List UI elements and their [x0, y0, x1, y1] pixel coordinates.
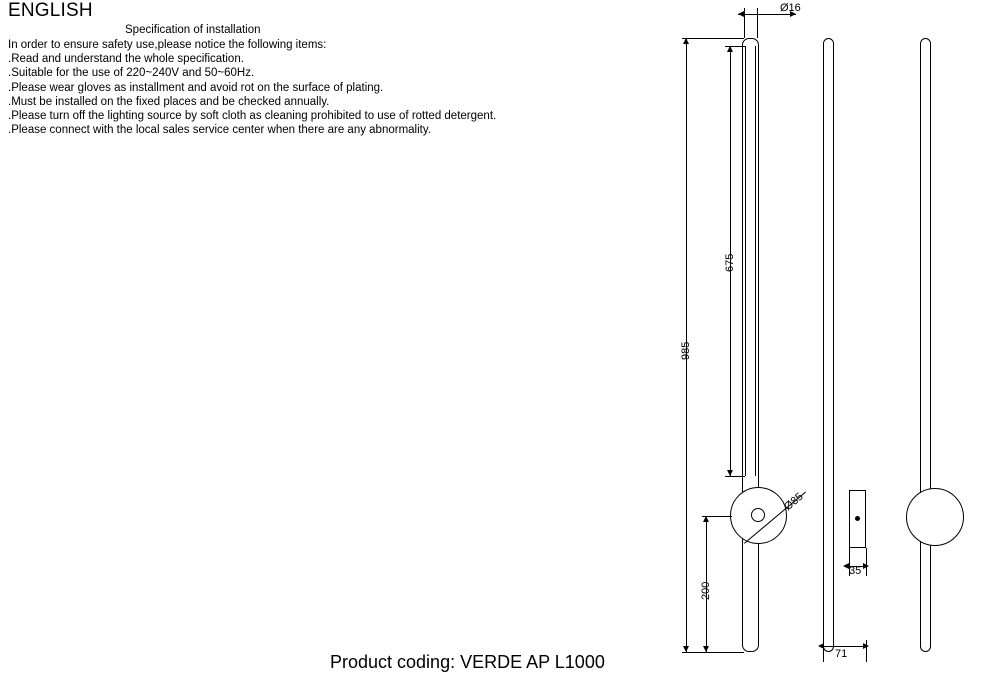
- length-bar-witness-top: [725, 46, 745, 47]
- diameter-top-witness-left: [744, 8, 745, 38]
- instruction-item: .Please turn off the lighting source by soft cloth as cleaning prohibited to use of rotted detergent.: [8, 110, 497, 123]
- base-circle-back: [906, 488, 964, 546]
- length-bar-witness-bottom: [725, 476, 745, 477]
- length-bar-label: 675: [724, 253, 736, 272]
- depth-base-dim-line: [823, 646, 866, 647]
- instruction-item: .Read and understand the whole specification.: [8, 53, 244, 66]
- mount-block-center-dot: [855, 516, 860, 521]
- diameter-top-witness-right: [757, 8, 758, 38]
- drawing-area: [620, 0, 1000, 690]
- instructions-list: [8, 38, 496, 137]
- instruction-item: .Please connect with the local sales service center when there are any abnormality.: [8, 124, 431, 137]
- language-heading: ENGLISH: [8, 0, 93, 21]
- instruction-item: .Please wear gloves as installment and avoid rot on the surface of plating.: [8, 81, 384, 94]
- base-inner-ring: [751, 508, 765, 522]
- instruction-item: .Suitable for the use of 220~240V and 50~60Hz.: [8, 67, 255, 80]
- instruction-item: .Must be installed on the fixed places and be checked annually.: [8, 95, 330, 108]
- height-base-witness-bottom: [702, 652, 744, 653]
- product-coding-label: Product coding: VERDE AP L1000: [330, 652, 605, 672]
- depth-mount-label: 35: [849, 565, 862, 577]
- depth-base-witness-right: [866, 640, 867, 662]
- depth-base-witness-left: [823, 640, 824, 662]
- diameter-top-dim-line: [738, 14, 796, 15]
- depth-base-label: 71: [835, 648, 848, 660]
- height-total-label: 985: [680, 341, 692, 360]
- specification-heading: Specification of installation: [125, 24, 261, 36]
- diameter-top-label: Ø16: [780, 2, 801, 14]
- base-diameter-label: Ø85: [782, 490, 806, 514]
- height-base-label: 200: [700, 581, 712, 600]
- height-base-witness-top: [702, 516, 732, 517]
- lamp-bar-back: [920, 38, 931, 652]
- lamp-bar-side: [823, 38, 834, 652]
- instructions-intro: In order to ensure safety use,please notice the following items:: [8, 39, 327, 51]
- depth-mount-witness-right: [866, 548, 867, 576]
- height-total-witness-top: [682, 38, 744, 39]
- lamp-bar-front-inner: [745, 46, 756, 476]
